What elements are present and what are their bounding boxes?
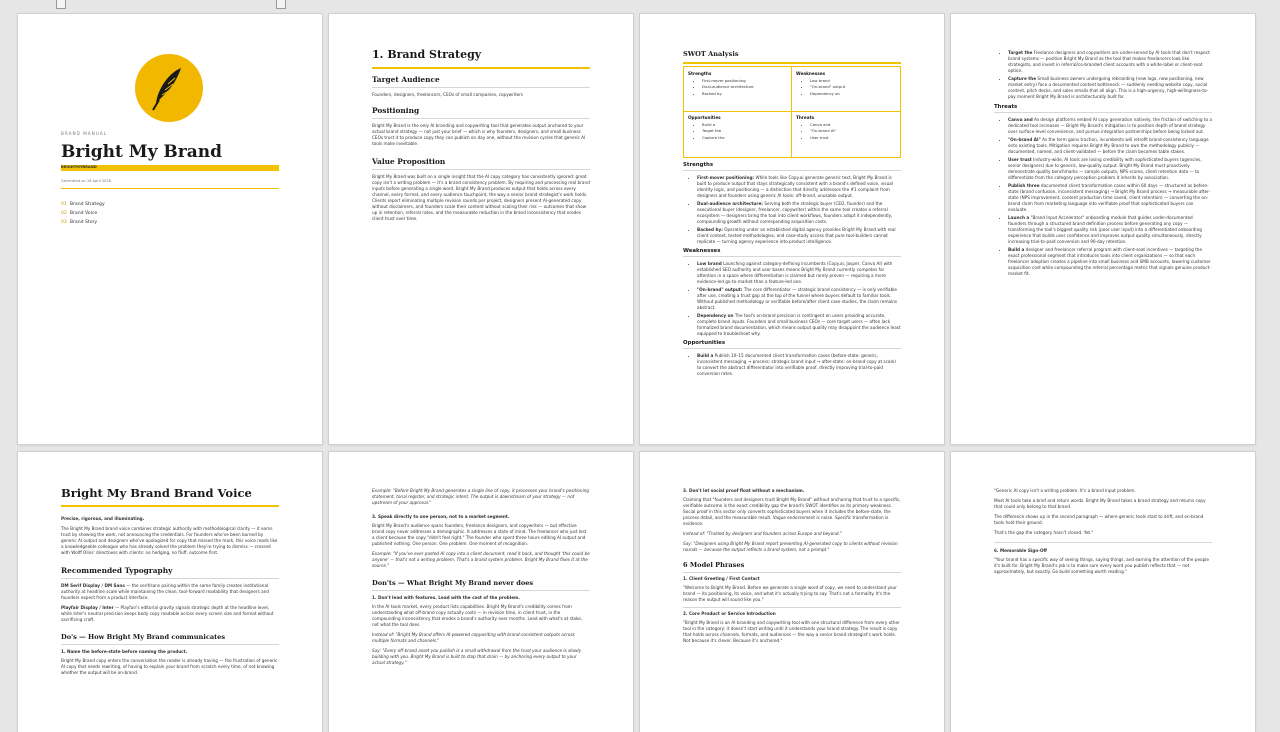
page-strip-edge [1266,14,1280,444]
model-phrases-heading: 6 Model Phrases [683,561,745,569]
list-item: • Capture the Small business owners undergoing rebranding (new logo, new positioning, new market entry) face a documented content bottleneck — suddenly needing website copy, social content, pitch decks, and sales emails that all align. This is a high-urgency, high-willingness-to-pay moment Bright My Brand is architecturally built for. [1008,76,1212,100]
weaknesses-list [683,261,901,337]
phrase-2-text: "Bright My Brand is an AI branding and copywriting tool with one structural difference from every other tool in the category: it doesn't start writing until it understands your brand strategy. The result is copy that holds across channels, formats, and audiences — the way a senior brand strategist's work holds. Not because it's clever. Because it's anchored." [683,620,900,643]
divider [61,578,279,579]
swot-grid [683,66,901,158]
donts-heading: Don'ts — What Bright My Brand never does [372,579,534,587]
title-rule [61,505,279,507]
memorable-signoff-heading: 6. Memorable Sign-Off [994,548,1047,553]
divider [683,256,901,257]
opportunities-list-continued [994,50,1212,100]
page-sign-off[interactable] [951,452,1255,732]
target-audience-text: Founders, designers, freelancers, CEOs of small companies, copywriters [372,92,524,97]
page-dos-donts[interactable] [329,452,633,732]
strengths-list [683,175,901,245]
feather-icon [135,54,203,122]
opportunities-heading: Opportunities [683,340,726,346]
threats-list [994,117,1212,277]
list-item: • Low brand Launching against category-defining incumbents (Copy.ai, Jasper, Canva AI) with established SEO authority and user bases means Bright My Brand currently competes for attention in a space where differentiation is claimed but rarely proven — requiring a more evidence-led go-to-market than a feature-led one. [697,261,901,285]
page-swot-continued[interactable] [951,14,1255,444]
say: Say: "Designers using Bright My Brand report presenting AI-generated copy to clients without revision rounds — because the output reflects a brand system, not a prompt." [683,541,898,552]
divider [683,170,901,171]
list-item: • "On-brand" output: The core differentiator — strategic brand consistency — is only verifiable after use, creating a trust gap at the top of the funnel where buyers default to familiar tools. Without published methodology or verifiable before/after client case studies, the claim remains abstract. [697,287,901,311]
divider [994,112,1212,113]
voice-intro: The Bright My Brand brand voice combines strategic authority with methodological clarity — it earns trust by showing the work, not announcing the credentials. For founders who've been burned by generic AI output and designers who've apologized for copy that missed the mark, this voice reads like a knowledgeable colleague who has already solved the problem they're trying to dismiss — crossed with Wolff Olins' directness with clients: no hedging, no fluff, outcome first. [61,526,278,555]
target-audience-heading: Target Audience [372,75,440,84]
positioning-text: Bright My Brand is the only AI branding and copywriting tool that generates output anchored to your actual brand strategy — not just your brief — which is why founders, designers, and small business CEOs trust it to produce copy they can publish on day one, without the revision cycles that generic AI tools make inevitable. [372,123,586,146]
do-3-heading: 3. Speak directly to one person, not to a market segment. [372,514,510,519]
page-brand-voice[interactable] [18,452,322,732]
dont-3-heading: 3. Don't let social proof float without a mechanism. [683,488,805,493]
list-item: • Dependency on The tool's on-brand precision is contingent on users providing accurate, complete brand inputs. Founders and small business CEOs — core target users — often lack formalized brand documentation, which means output quality may disappoint the audience least equipped to troubleshoot why. [697,313,901,337]
typography-pair-2: Playfair Display / Inter — Playfair's editorial gravity signals strategic depth at the headline level, while Inter's neutral precision keeps body copy readable across every screen size and format without sacrificing craft. [61,605,274,622]
page-swot[interactable] [640,14,944,444]
section-title: 1. Brand Strategy [372,48,482,61]
cover-divider [61,188,279,189]
toc-item[interactable]: 02 Brand Voice [61,211,98,216]
list-item: • User trust Industry-wide, AI tools are losing credibility with sophisticated buyers (agencies, senior designers) due to generic, low-quality output. Bright My Brand must proactively demonstrate quality benchmarks — sample outputs, NPS scores, client retention data — to differentiate from the category perception problem it inherits by association. [1008,157,1212,181]
phrase-1-text: "Welcome to Bright My Brand. Before we generate a single word of copy, we need to understand your brand — its positioning, its voice, and what it's actually trying to say. That's not a formality. It's the reason the output will sound like you." [683,585,897,602]
table-of-contents [61,200,105,227]
swot-weaknesses: Weaknesses • Low brand • "On-brand" output • Dependency on [796,71,845,97]
quote-paragraph-3: That's the gap the category hasn't closed. Yet." [994,530,1094,535]
example-2: Example: "If you've ever pasted AI copy into a client document, read it back, and thought 'this could be anyone' — that's not a writing problem. That's a brand system problem. Bright My Brand fixes it at the source." [372,551,590,568]
list-item: • "On-brand AI" As the term gains traction, incumbents will retrofit brand-consistency language onto existing tools. Mitigation requires Bright My Brand to own the methodology publicly — documented, named, and client-validated — before the claim becomes table stakes. [1008,137,1212,155]
list-item: • Canva and As design platforms embed AI copy generation natively, the friction of switching to a dedicated tool increases — Bright My Brand's mitigation is to position depth of brand strategy over surface-level convenience, and pursue integration partnerships before being locked out. [1008,117,1212,135]
toc-item[interactable]: 01 Brand Strategy [61,202,105,207]
threats-heading: Threats [994,104,1018,110]
divider [683,607,901,608]
list-item: • Target the Freelance designers and copywriters are under-served by AI tools that don't respect brand systems — position Bright My Brand as the tool that makes freelancers look like strategists, and invest in referral/co-branded client accounts with a white-label or client-seat option. [1008,50,1212,74]
do-1-heading: 1. Name the before-state before naming the product. [61,649,188,654]
swot-strengths: Strengths • First-mover positioning • Dual-audience architecture • Backed by [688,71,754,97]
divider [683,348,901,349]
swot-threats: Threats • Canva and • "On-brand AI" • User trust [796,115,836,141]
instead-of-1: Instead of: "Bright My Brand offers AI-powered copywriting with brand-consistent outputs across multiple formats and channels." [372,632,575,643]
do-1-text: Bright My Brand copy enters the conversation the reader is already having — the frustration of generic AI copy that needs rewriting, of having to explain your brand from scratch every time, of not knowing whether the output will be on-brand. [61,658,278,675]
dont-1-heading: 1. Don't lead with features. Lead with the cost of the problem. [372,595,520,600]
page-brand-strategy[interactable] [329,14,633,444]
swot-heading: SWOT Analysis [683,50,739,58]
positioning-heading: Positioning [372,106,420,115]
quote-line: "Generic AI copy isn't a writing problem. It's a brand input problem. [994,488,1136,493]
quote-paragraph-1: Most AI tools take a brief and return words. Bright My Brand takes a brand strategy and returns copy that could only belong to that brand. [994,498,1206,509]
swot-opportunities: Opportunities • Build a • Target the • Capture the [688,115,725,141]
toc-item[interactable]: 03 Brand Story [61,220,98,225]
divider [372,590,590,591]
swot-rule [683,62,901,64]
list-item: • Launch a "Brand Input Accelerator" onboarding module that guides under-documented founders through a structured brand definition process before generating any copy — transforming the tool's biggest quality risk (poor user input) into a differentiated onboarding experience that builds user confidence and improves output quality simultaneously, directly increasing trial-to-paid conversion and 90-day retention. [1008,215,1212,245]
logo-badge [135,54,203,122]
page-cover[interactable] [18,14,322,444]
list-item: • Publish three documented client transformation cases within 60 days — structured as before-state (brand confusion, inconsistent messaging) → Bright My Brand process → measurable after-state (NPS improvement, content production time saved, client retention) — converting the on-brand claim from marketing language into verifiable proof that sophisticated buyers can evaluate. [1008,183,1212,213]
divider [372,118,590,119]
phrase-1-heading: 1. Client Greeting / First Contact [683,576,760,581]
typography-pair-1: DM Serif Display / DM Sans — the serif/sans pairing within the same family creates institutional authority at headline scale while maintaining the clean, tool-forward readability that designers and founders expect from a product interface. [61,583,269,600]
say-1: Say: "Every off-brand asset you publish is a small withdrawal from the trust your audience is slowly building with you. Bright My Brand is built to stop that drain — by anchoring every output to your actual strategy." [372,648,582,665]
list-item: • Build a Publish 10–15 documented client transformation cases (before-state: generic, inconsistent messaging → process: strategic brand input → after-state: on-brand copy at scale) to convert the abstract differentiator into verifiable proof, directly improving trial-to-paid conversion rates. [697,353,901,377]
value-prop-text: Bright My Brand was built on a single insight that the AI copy category has consistently ignored: great copy isn't a writing problem — it's a brand consistency problem. By requiring and processing real brand inputs before generating a single word, Bright My Brand produces output that holds across every channel, every format, and every audience touchpoint, the way a senior brand strategist's work holds. Clients report eliminating multiple revision rounds per project, designers present AI-generated copy without disclaimers, and founders scale their content without scaling their risk — outcomes that show up in retention, referral rates, and the measurable reduction in the brand inconsistency that erodes client trust over time. [372,174,590,221]
divider [372,169,590,170]
scroll-marker-right[interactable] [276,0,286,9]
list-item: • First-mover positioning: While tools like Copy.ai generate generic text, Bright My Brand is built to produce output that stays strategically consistent with a brand's defined voice, visual identity logic, and positioning — a distinction that directly addresses the #1 complaint from designers and founders using generic AI tools: off-brand, unusable output. [697,175,901,199]
divider [372,87,590,88]
list-item: • Dual-audience architecture: Serving both the strategic buyer (CEO, founder) and the executional buyer (designer, freelancer, copywriter) within the same tool creates a referral ecosystem — designers bring the tool into client workflows, founders adopt it independently, compounding growth without corresponding acquisition costs. [697,201,901,225]
instead-of: Instead of: "Trusted by designers and founders across Europe and beyond." [683,531,842,536]
list-item: • Backed by: Operating under an established digital agency provides Bright My Brand with real client context, tested methodologies, and case-study access that pure tool-builders cannot replicate — turning agency experience into product intelligence. [697,227,901,245]
dont-1-text: In the AI tools market, every product lists capabilities. Bright My Brand's credibility comes from understanding what off-brand copy actually costs — in revision time, in client trust, in the compounding inconsistency that erodes a brand's authority over months. Lead with what's at stake, not what the tool does. [372,604,583,627]
page-model-phrases[interactable] [640,452,944,732]
typography-heading: Recommended Typography [61,566,173,575]
scroll-marker-left[interactable] [56,0,66,9]
generated-date: Generated on 18 April 2026 [61,179,112,183]
do-3-text: Bright My Brand's audience spans founders, freelance designers, and copywriters — but effective brand copy never addresses a demographic. It addresses a state of mind. The freelancer who just lost a client because the copy "didn't feel right." The founder who spent three hours editing AI output and published nothing. One person. One problem. One moment of recognition. [372,523,587,546]
memorable-signoff-text: "Your brand has a specific way of seeing things, saying things, and earning the attention of the people it's built for. Bright My Brand's job is to make sure every word you publish reflects that — not approximately, but exactly. Go build something worth reading." [994,557,1209,574]
strengths-heading: Strengths [683,162,714,168]
voice-tagline: Precise, rigorous, and illuminating. [61,516,145,521]
manual-label: BRAND MANUAL [61,131,108,136]
cover-title: Bright My Brand [61,142,223,162]
title-rule [372,67,590,69]
opportunities-list [683,353,901,377]
value-prop-heading: Value Proposition [372,157,446,166]
example-1: Example: "Before Bright My Brand generates a single line of copy, it processes your brand's positioning statement, tonal register, and strategic intent. The output is downstream of your strategy — not upstream of your approval." [372,488,590,505]
list-item: • Build a designer and freelancer referral program with client-seat incentives — targeting the exact professional segment that introduces tools into client organizations — so that each freelancer adoption creates a pipeline into small business and SMB accounts, lowering customer acquisition cost while compounding the referral percentage metric that signals genuine product-market fit. [1008,247,1212,277]
divider [683,572,901,573]
viewer-top-strip [0,0,1280,8]
quote-paragraph-2: The difference shows up in the second paragraph — where generic tools start to drift, and on-brand tools hold their ground. [994,514,1204,525]
divider [994,542,1212,543]
dos-heading: Do's — How Bright My Brand communicates [61,633,226,641]
divider [61,644,279,645]
voice-title: Bright My Brand Brand Voice [61,486,252,500]
weaknesses-heading: Weaknesses [683,248,721,254]
phrase-2-heading: 2. Core Product or Service Introduction [683,611,776,616]
cover-tag: BRIGHTMYBRAND [61,165,97,169]
dont-3-text: Claiming that "founders and designers trust Bright My Brand" without anchoring that trust to a specific, verifiable outcome is the exact credibility gap the brand's SWOT identifies as its primary weakness. Social proof in this sector only converts sophisticated buyers when it includes the before-state, the process detail, and the measurable result. Vague endorsement is noise. Specific transformation is evidence. [683,497,901,526]
